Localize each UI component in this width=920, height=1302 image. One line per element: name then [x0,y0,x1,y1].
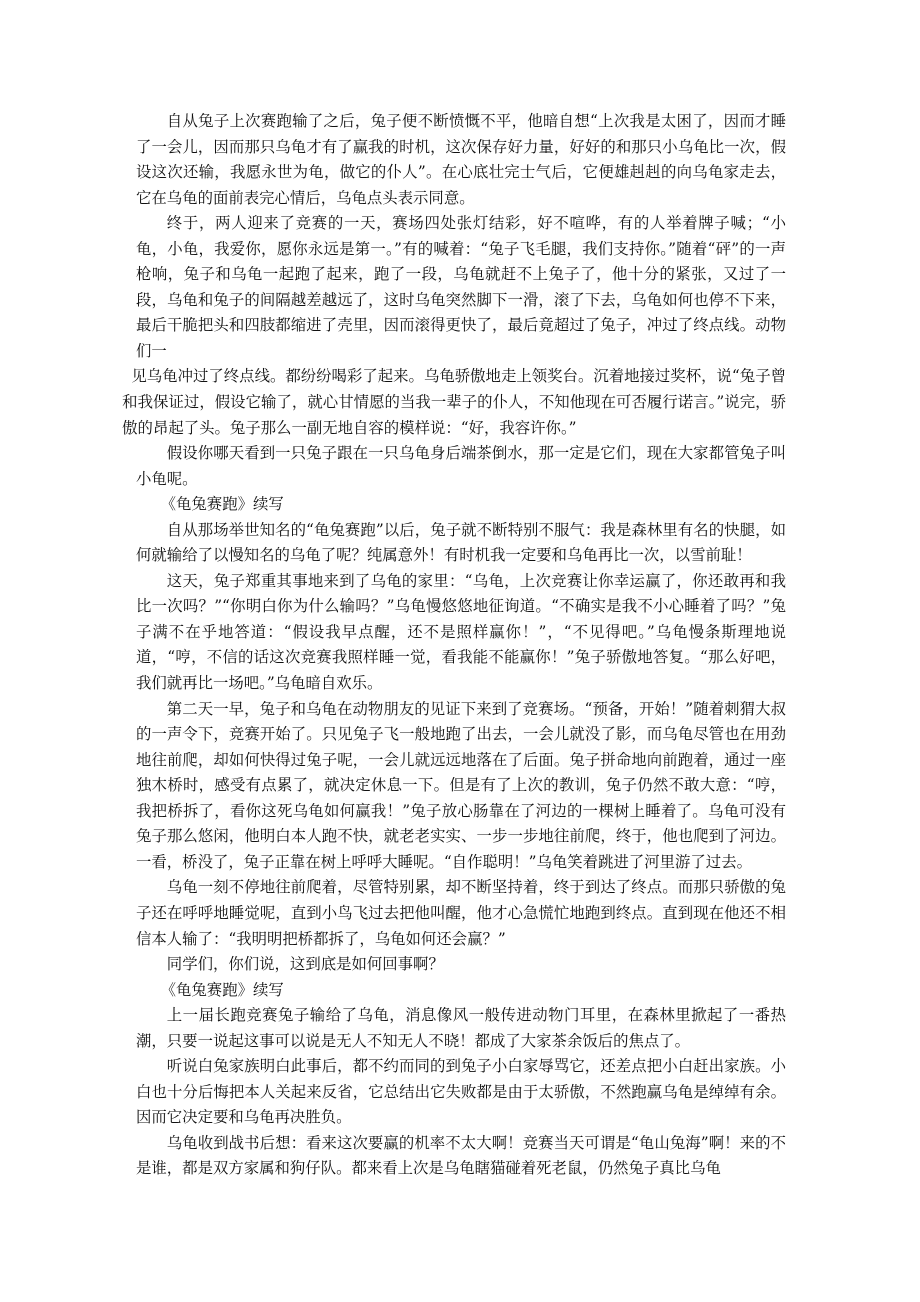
paragraph-3: 见乌龟冲过了终点线。都纷纷喝彩了起来。乌龟骄傲地走上领奖台。沉着地接过奖杯，说“兔子曾和我保证过，假设它输了，就心甘情愿的当我一辈子的仆人，不知他现在可否履行诺言。”说完，骄傲的昂起了头。兔子那么一副无地自容的模样说：“好，我容许你。” [122,367,786,437]
paragraph-12: 乌龟收到战书后想：看来这次要赢的机率不太大啊！竞赛当天可谓是“龟山兔海”啊！来的不是谁，都是双方家属和狗仔队。都来看上次是乌龟瞎猫碰着死老鼠，仍然兔子真比乌龟 [136,1133,786,1178]
paragraph-8: 乌龟一刻不停地往前爬着，尽管特别累，却不断坚持着，终于到达了终点。而那只骄傲的兔子还在呼呼地睡觉呢，直到小鸟飞过去把他叫醒，他才心急慌忙地跑到终点。直到现在他还不相信本人输了：“我明明把桥都拆了，乌龟如何还会赢？” [136,878,786,948]
paragraph-10: 上一届长跑竞赛兔子输给了乌龟，消息像风一般传进动物门耳里，在森林里掀起了一番热潮，只要一说起这事可以说是无人不知无人不晓！都成了大家茶余饭后的焦点了。 [136,1006,786,1050]
paragraph-9: 同学们，你们说，这到底是如何回事啊？ [166,955,444,974]
paragraph-5: 自从那场举世知名的“龟兔赛跑”以后，兔子就不断特别不服气：我是森林里有名的快腿，如何就输给了以慢知名的乌龟了呢？纯属意外！有时机我一定要和乌龟再比一次，以雪前耻！ [136,520,786,565]
document-body [122,109,786,1182]
paragraph-7: 第二天一早，兔子和乌龟在动物朋友的见证下来到了竞赛场。“预备，开始！”随着刺猬大叔的一声令下，竞赛开始了。只见兔子飞一般地跑了出去，一会儿就没了影，而乌龟尽管也在用劲地往前爬，却如何快得过兔子呢，一会儿就远远地落在了后面。兔子拼命地向前跑着，通过一座独木桥时，感受有点累了，就决定休息一下。但是有了上次的教训，兔子仍然不敢大意：“哼，我把桥拆了，看你这死乌龟如何赢我！”兔子放心肠靠在了河边的一棵树上睡着了。乌龟可没有兔子那么悠闲，他明白本人跑不快，就老老实实、一步一步地往前爬，终于，他也爬到了河边。一看，桥没了，兔子正靠在树上呼呼大睡呢。“自作聪明！”乌龟笑着跳进了河里游了过去。 [136,699,786,871]
paragraph-6: 这天，兔子郑重其事地来到了乌龟的家里：“乌龟，上次竞赛让你幸运赢了，你还敢再和我比一次吗？”“你明白你为什么输吗？”乌龟慢悠悠地征询道。“不确实是我不小心睡着了吗？”兔子满不在乎地答道：“假设我早点醒，还不是照样赢你！”，“不见得吧。”乌龟慢条斯理地说道，“哼，不信的话这次竞赛我照样睡一觉，看我能不能赢你！”兔子骄傲地答复。“那么好吧，我们就再比一场吧。”乌龟暗自欢乐。 [136,571,786,693]
paragraph-11: 听说白兔家族明白此事后，都不约而同的到兔子小白家辱骂它，还差点把小白赶出家族。小白也十分后悔把本人关起来反省，它总结出它失败都是由于太骄傲，不然跑赢乌龟是绰绰有余。因而它决定要和乌龟再决胜负。 [136,1057,786,1127]
paragraph-2: 终于，两人迎来了竞赛的一天，赛场四处张灯结彩，好不喧哗，有的人举着牌子喊；“小龟，小龟，我爱你，愿你永远是第一。”有的喊着：“兔子飞毛腿，我们支持你。”随着“砰”的一声枪响，兔子和乌龟一起跑了起来，跑了一段，乌龟就赶不上兔子了，他十分的紧张，又过了一段，乌龟和兔子的间隔越差越远了，这时乌龟突然脚下一滑，滚了下去，乌龟如何也停不下来，最后干脆把头和四肢都缩进了壳里，因而滚得更快了，最后竟超过了兔子，冲过了终点线。动物们一 [136,214,786,360]
section-title-1: 《龟兔赛跑》续写 [160,495,284,514]
section-title-2: 《龟兔赛跑》续写 [160,980,284,999]
paragraph-1: 自从兔子上次赛跑输了之后，兔子便不断愤慨不平，他暗自想“上次我是太困了，因而才睡了一会儿，因而那只乌龟才有了赢我的时机，这次保存好力量，好好的和那只小乌龟比一次，假设这次还输，我愿永世为龟，做它的仆人”。在心底壮完士气后，它便雄赳赳的向乌龟家走去，它在乌龟的面前表完心情后，乌龟点头表示同意。 [136,112,786,207]
paragraph-4: 假设你哪天看到一只兔子跟在一只乌龟身后端茶倒水，那一定是它们，现在大家都管兔子叫小龟呢。 [136,444,786,488]
